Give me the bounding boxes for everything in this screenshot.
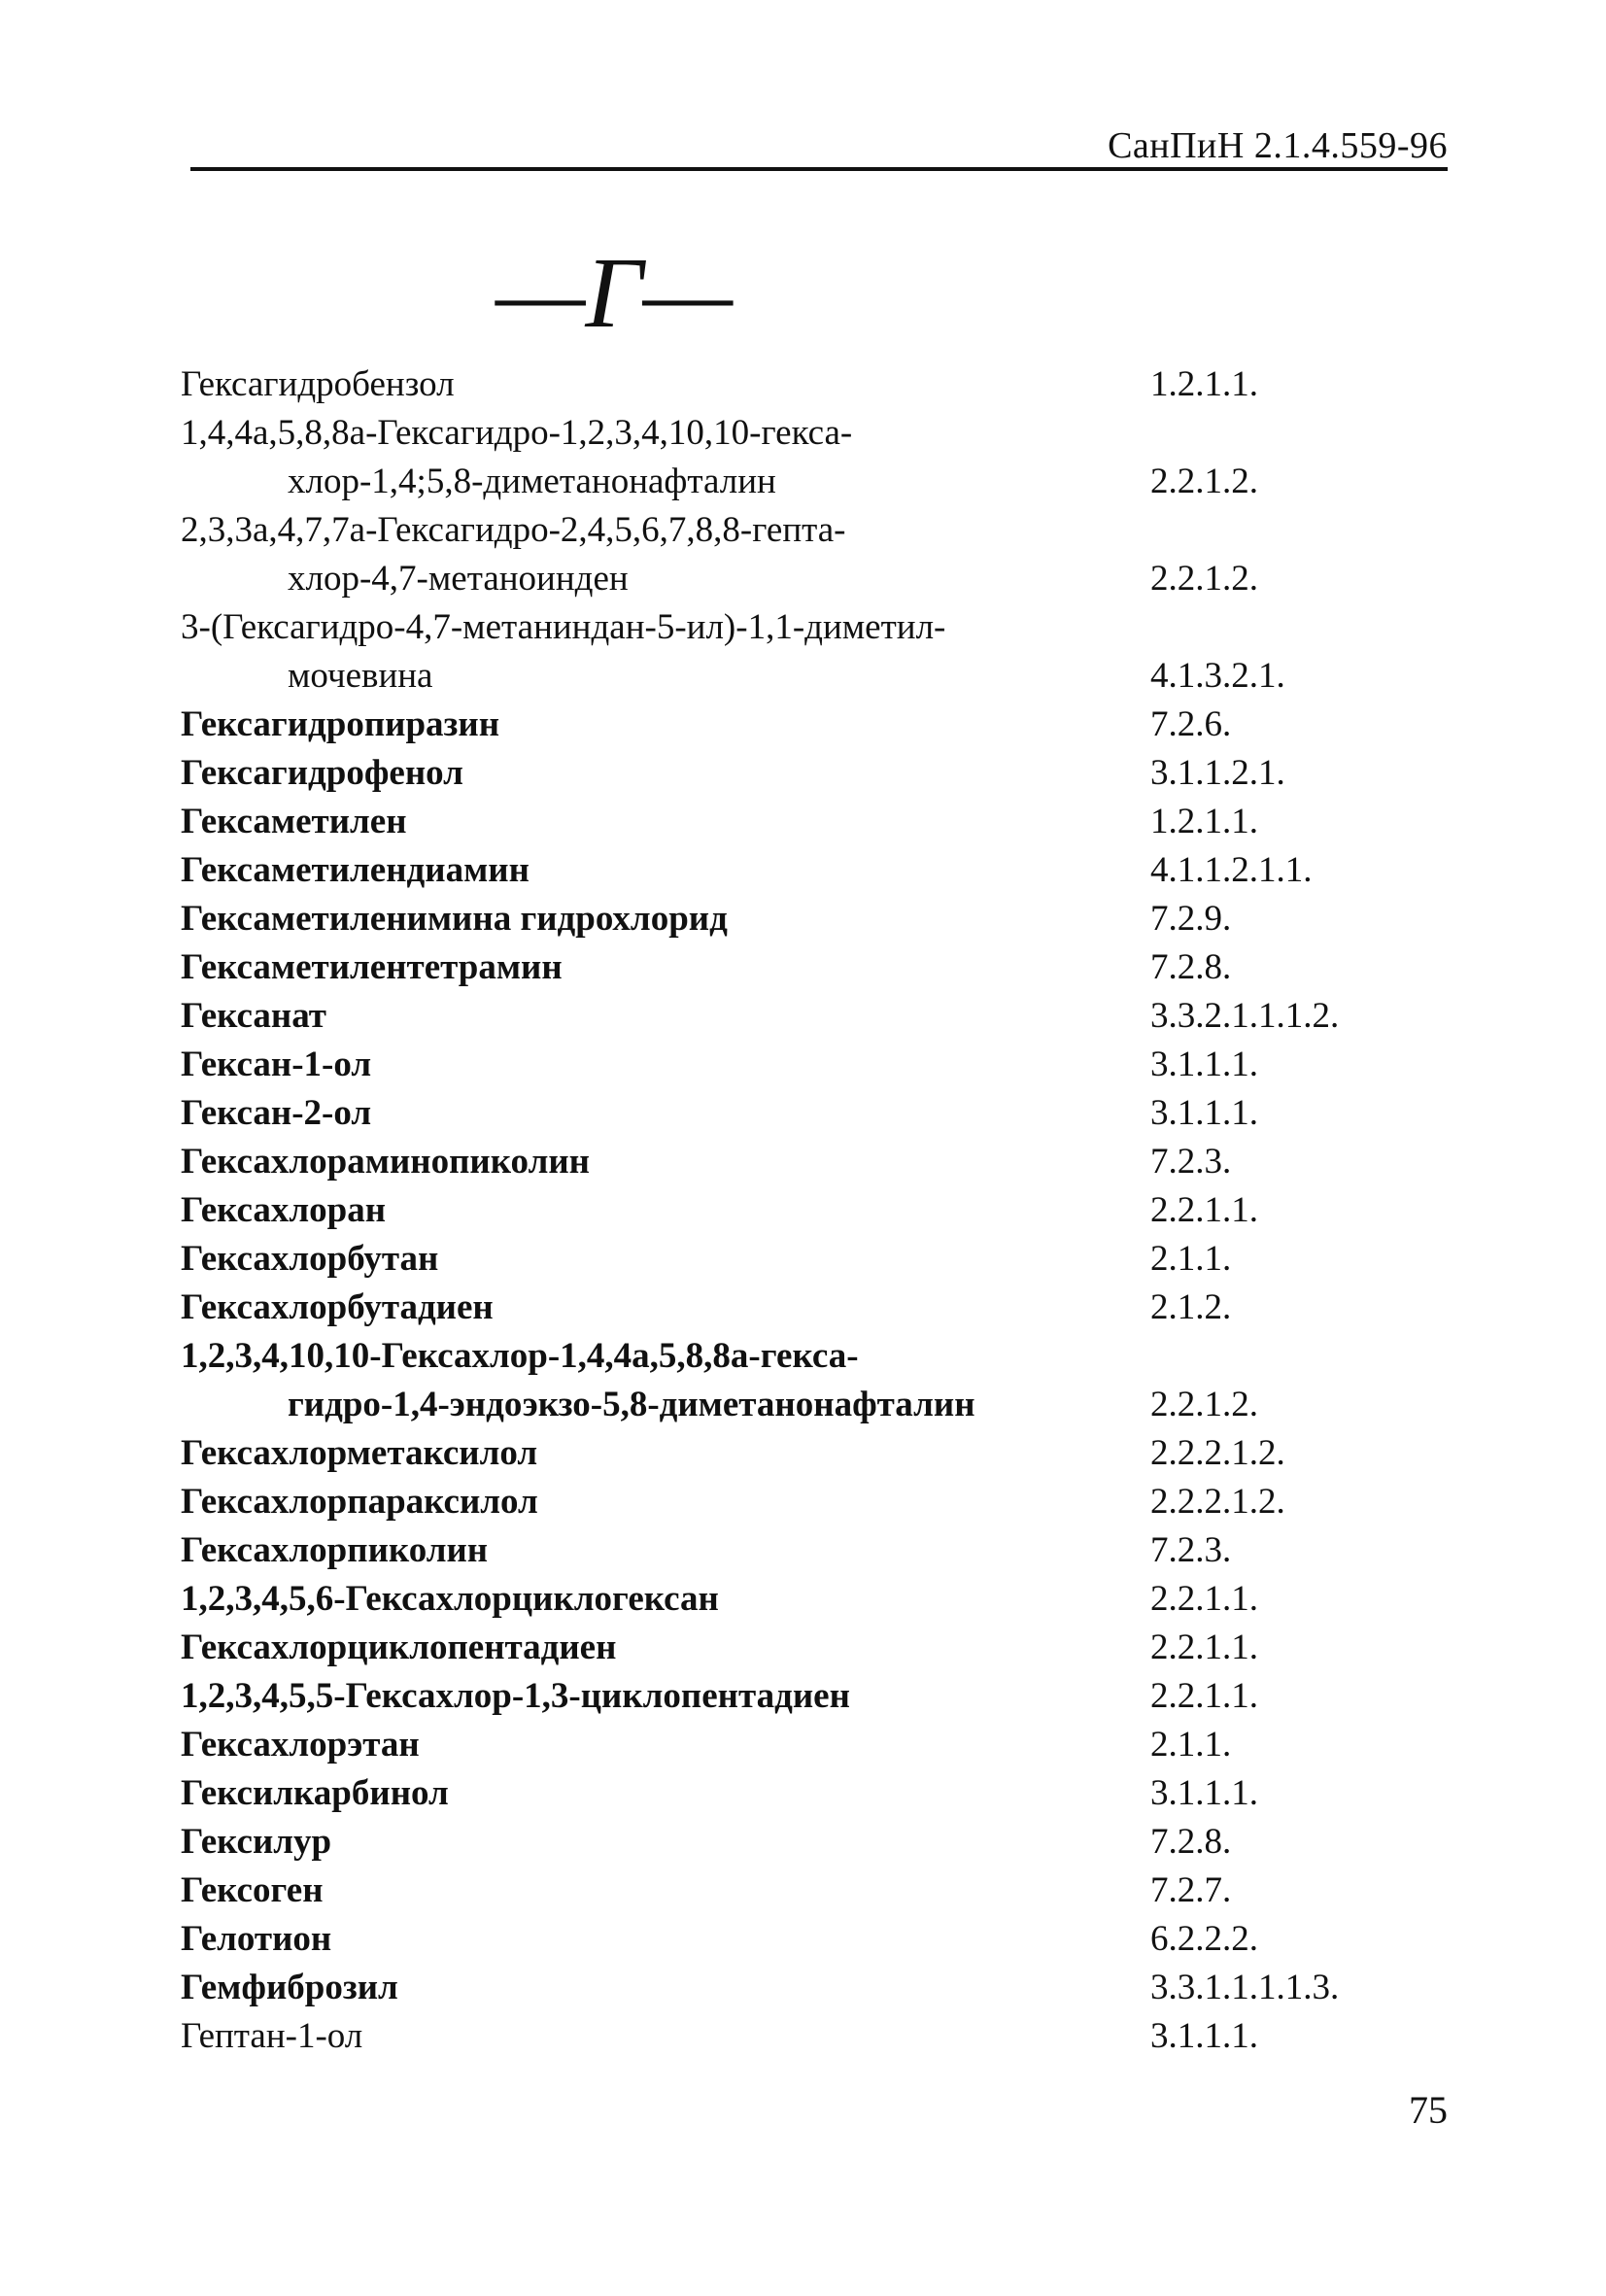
index-reference: 2.2.1.1. bbox=[1150, 1676, 1258, 1716]
index-reference: 1.2.1.1. bbox=[1150, 802, 1258, 841]
index-term: Гексаметилендиамин bbox=[181, 850, 530, 890]
index-reference: 7.2.9. bbox=[1150, 899, 1232, 939]
index-entry bbox=[181, 1964, 1385, 2012]
index-entry bbox=[181, 1624, 1385, 1672]
index-entry bbox=[181, 895, 1385, 943]
index-reference: 7.2.3. bbox=[1150, 1142, 1232, 1182]
index-entry bbox=[181, 409, 1385, 458]
index-term: Гексагидропиразин bbox=[181, 704, 500, 744]
index-term: 1,2,3,4,10,10-Гексахлор-1,4,4а,5,8,8а-гекса- bbox=[181, 1336, 859, 1376]
index-reference: 7.2.8. bbox=[1150, 947, 1232, 987]
index-term: Гексахлорпараксилол bbox=[181, 1482, 538, 1522]
index-reference: 4.1.1.2.1.1. bbox=[1150, 850, 1313, 890]
index-reference: 3.1.1.1. bbox=[1150, 1093, 1258, 1133]
index-entry bbox=[181, 1769, 1385, 1818]
index-term: гидро-1,4-эндоэкзо-5,8-диметанонафталин bbox=[288, 1385, 975, 1424]
index-reference: 6.2.2.2. bbox=[1150, 1919, 1258, 1959]
index-reference: 3.1.1.2.1. bbox=[1150, 753, 1285, 793]
index-reference: 3.3.2.1.1.1.2. bbox=[1150, 996, 1340, 1036]
index-reference: 4.1.3.2.1. bbox=[1150, 656, 1285, 696]
index-term: Гексоген bbox=[181, 1870, 324, 1910]
index-reference: 2.2.1.2. bbox=[1150, 559, 1258, 599]
index-entry bbox=[181, 360, 1385, 409]
index-term: Гексахлорметаксилол bbox=[181, 1433, 538, 1473]
index-entry bbox=[181, 652, 1385, 701]
index-term: 1,2,3,4,5,6-Гексахлорциклогексан bbox=[181, 1579, 719, 1619]
index-list bbox=[181, 360, 1385, 2061]
index-entry bbox=[181, 701, 1385, 749]
index-reference: 3.1.1.1. bbox=[1150, 1773, 1258, 1813]
index-term: Гексахлорциклопентадиен bbox=[181, 1628, 617, 1667]
index-reference: 2.1.1. bbox=[1150, 1725, 1232, 1765]
index-reference: 2.2.1.1. bbox=[1150, 1190, 1258, 1230]
index-term: мочевина bbox=[288, 656, 433, 696]
index-term: Гексилкарбинол bbox=[181, 1773, 449, 1813]
index-entry bbox=[181, 749, 1385, 798]
index-entry bbox=[181, 1089, 1385, 1138]
index-term: Гексахлорэтан bbox=[181, 1725, 420, 1765]
index-term: Гемфиброзил bbox=[181, 1968, 398, 2007]
index-term: Гексахлораминопиколин bbox=[181, 1142, 590, 1182]
index-reference: 2.2.1.2. bbox=[1150, 462, 1258, 501]
index-term: Гексилур bbox=[181, 1822, 332, 1862]
index-term: 1,2,3,4,5,5-Гексахлор-1,3-циклопентадиен bbox=[181, 1676, 850, 1716]
index-reference: 2.1.1. bbox=[1150, 1239, 1232, 1279]
index-term: Гептан-1-ол bbox=[181, 2016, 363, 2056]
index-term: Гексагидрофенол bbox=[181, 753, 463, 793]
index-term: 2,3,3а,4,7,7а-Гексагидро-2,4,5,6,7,8,8-гепта- bbox=[181, 510, 846, 550]
index-term: Гексахлорпиколин bbox=[181, 1530, 489, 1570]
index-term: Гексахлоран bbox=[181, 1190, 387, 1230]
index-entry bbox=[181, 1478, 1385, 1526]
index-reference: 2.2.1.2. bbox=[1150, 1385, 1258, 1424]
index-entry bbox=[181, 992, 1385, 1041]
index-entry bbox=[181, 1041, 1385, 1089]
index-entry bbox=[181, 1721, 1385, 1769]
index-entry bbox=[181, 1429, 1385, 1478]
index-entry bbox=[181, 1526, 1385, 1575]
index-term: Гексаметилентетрамин bbox=[181, 947, 563, 987]
index-term: Гексахлорбутадиен bbox=[181, 1287, 494, 1327]
index-entry bbox=[181, 603, 1385, 652]
index-entry bbox=[181, 1381, 1385, 1429]
index-term: Гексаметилен bbox=[181, 802, 407, 841]
index-entry bbox=[181, 798, 1385, 846]
index-entry bbox=[181, 1915, 1385, 1964]
index-entry bbox=[181, 1575, 1385, 1624]
index-entry bbox=[181, 506, 1385, 555]
index-term: Гексан-1-ол bbox=[181, 1045, 372, 1084]
index-entry bbox=[181, 1672, 1385, 1721]
index-entry bbox=[181, 555, 1385, 603]
index-reference: 3.3.1.1.1.1.3. bbox=[1150, 1968, 1340, 2007]
index-entry bbox=[181, 1186, 1385, 1235]
index-reference: 7.2.8. bbox=[1150, 1822, 1232, 1862]
index-reference: 7.2.6. bbox=[1150, 704, 1232, 744]
document-code: СанПиН 2.1.4.559-96 bbox=[1108, 125, 1448, 166]
index-reference: 3.1.1.1. bbox=[1150, 2016, 1258, 2056]
index-entry bbox=[181, 2012, 1385, 2061]
index-term: хлор-4,7-метаноинден bbox=[288, 559, 629, 599]
index-reference: 2.2.1.1. bbox=[1150, 1628, 1258, 1667]
page-header bbox=[190, 120, 1448, 171]
index-term: 3-(Гексагидро-4,7-метаниндан-5-ил)-1,1-диметил- bbox=[181, 607, 946, 647]
index-term: хлор-1,4;5,8-диметанонафталин bbox=[288, 462, 776, 501]
index-term: Гексахлорбутан bbox=[181, 1239, 439, 1279]
header-rule bbox=[190, 167, 1448, 171]
index-term: Гелотион bbox=[181, 1919, 332, 1959]
index-entry bbox=[181, 943, 1385, 992]
index-entry bbox=[181, 1332, 1385, 1381]
index-term: Гексанат bbox=[181, 996, 326, 1036]
index-reference: 1.2.1.1. bbox=[1150, 364, 1258, 404]
index-entry bbox=[181, 1818, 1385, 1867]
index-term: Гексан-2-ол bbox=[181, 1093, 372, 1133]
index-reference: 2.1.2. bbox=[1150, 1287, 1232, 1327]
index-entry bbox=[181, 1867, 1385, 1915]
index-entry bbox=[181, 1138, 1385, 1186]
index-entry bbox=[181, 846, 1385, 895]
index-reference: 2.2.1.1. bbox=[1150, 1579, 1258, 1619]
index-term: 1,4,4а,5,8,8а-Гексагидро-1,2,3,4,10,10-гекса- bbox=[181, 413, 853, 453]
index-reference: 7.2.3. bbox=[1150, 1530, 1232, 1570]
section-letter: —Г— bbox=[495, 237, 734, 349]
index-reference: 7.2.7. bbox=[1150, 1870, 1232, 1910]
index-entry bbox=[181, 458, 1385, 506]
index-term: Гексагидробензол bbox=[181, 364, 455, 404]
page-number: 75 bbox=[1409, 2088, 1448, 2132]
index-reference: 2.2.2.1.2. bbox=[1150, 1482, 1285, 1522]
index-entry bbox=[181, 1235, 1385, 1284]
index-reference: 3.1.1.1. bbox=[1150, 1045, 1258, 1084]
index-reference: 2.2.2.1.2. bbox=[1150, 1433, 1285, 1473]
index-entry bbox=[181, 1284, 1385, 1332]
index-term: Гексаметиленимина гидрохлорид bbox=[181, 899, 728, 939]
